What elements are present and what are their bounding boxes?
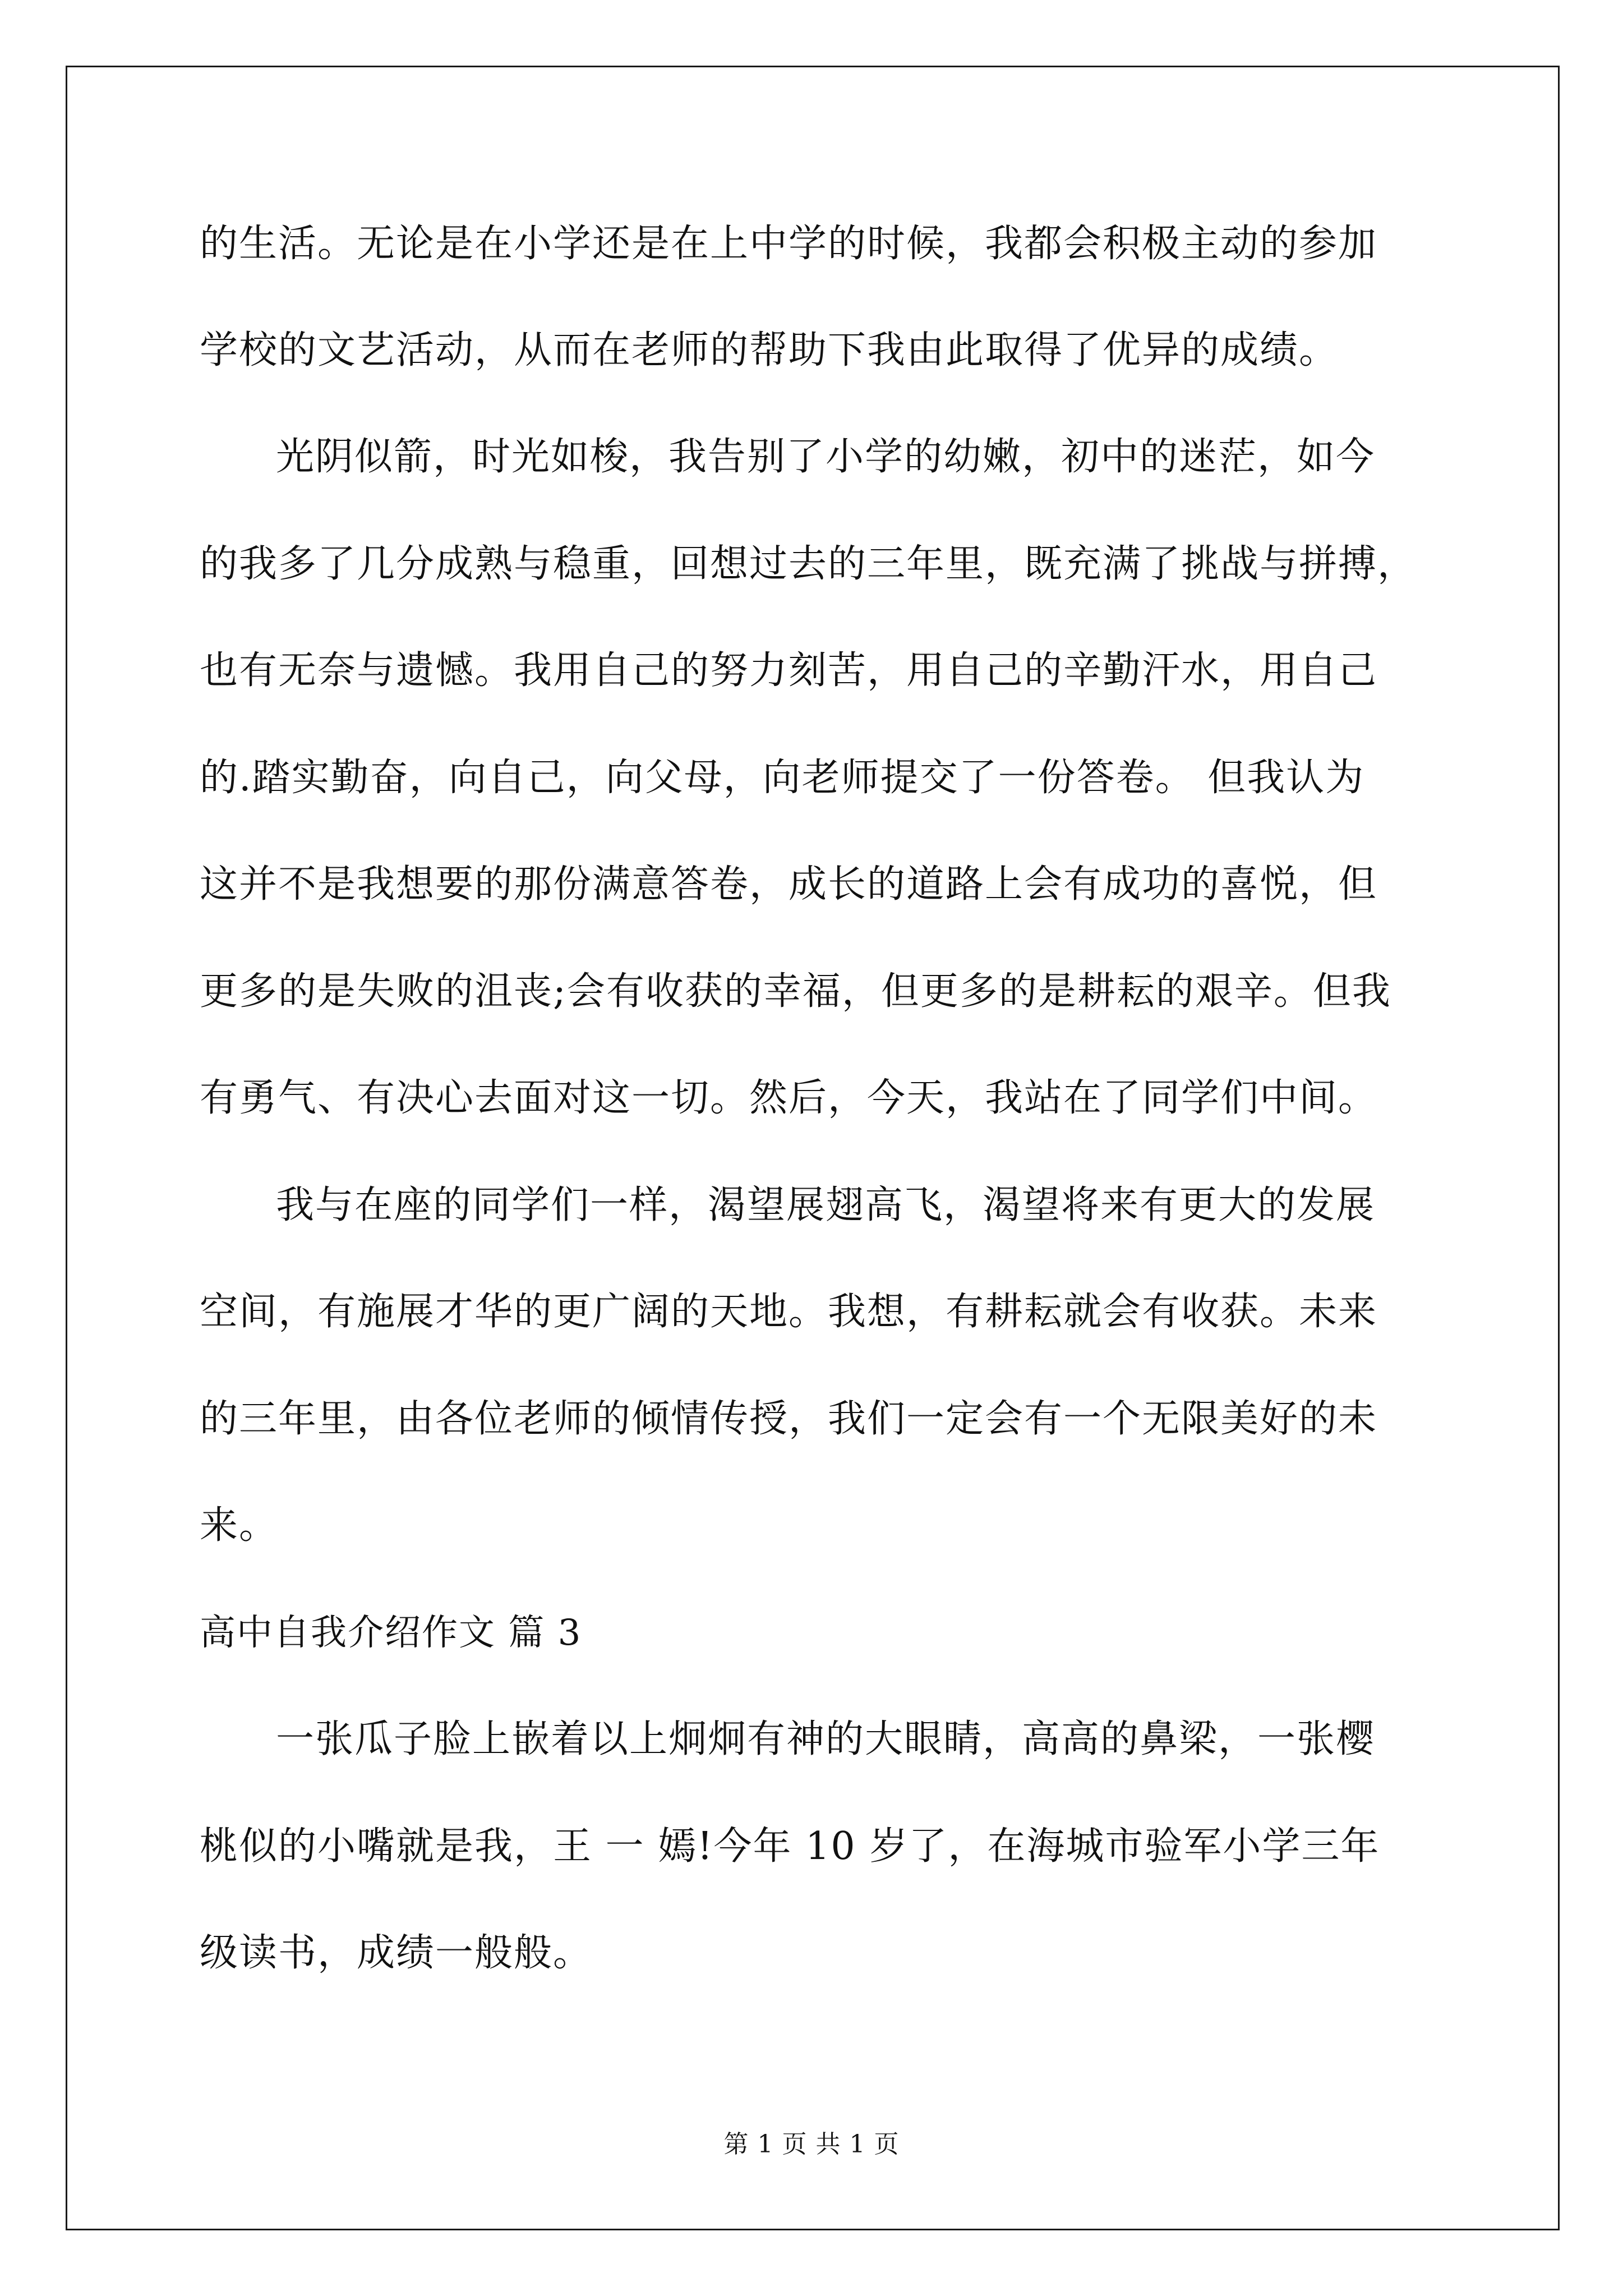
- text-line: 我与在座的同学们一样，渴望展翅高飞，渴望将来有更大的发展: [276, 1183, 1376, 1227]
- text-line: 这并不是我想要的那份满意答卷，成长的道路上会有成功的喜悦，但: [200, 862, 1378, 907]
- text-line: 有勇气、有决心去面对这一切。然后，今天，我站在了同学们中间。: [200, 1076, 1378, 1120]
- page-border: [66, 66, 1560, 2230]
- text-line: 也有无奈与遗憾。我用自己的努力刻苦，用自己的辛勤汗水，用自己: [200, 648, 1378, 693]
- page-number-footer: 第 1 页 共 1 页: [723, 2130, 900, 2159]
- text-line: 学校的文艺活动，从而在老师的帮助下我由此取得了优异的成绩。: [200, 328, 1339, 372]
- text-line: 的三年里，由各位老师的倾情传授，我们一定会有一个无限美好的未: [200, 1397, 1378, 1441]
- text-line: 光阴似箭，时光如梭，我告别了小学的幼嫩，初中的迷茫，如今: [276, 435, 1376, 479]
- section-heading: 高中自我介绍作文 篇 3: [200, 1612, 582, 1654]
- text-line: 桃似的小嘴就是我，王 一 嫣!今年 10 岁了，在海城市验军小学三年: [200, 1824, 1380, 1869]
- text-line: 级读书，成绩一般般。: [200, 1931, 593, 1975]
- text-line: 的.踏实勤奋，向自己，向父母，向老师提交了一份答卷。 但我认为: [200, 756, 1365, 800]
- text-line: 的我多了几分成熟与稳重，回想过去的三年里，既充满了挑战与拼搏，: [200, 542, 1417, 586]
- text-line: 来。: [200, 1503, 279, 1548]
- text-line: 一张瓜子脸上嵌着以上炯炯有神的大眼睛，高高的鼻梁，一张樱: [276, 1717, 1376, 1761]
- text-line: 更多的是失败的沮丧;会有收获的幸福，但更多的是耕耘的艰辛。但我: [200, 969, 1391, 1014]
- text-line: 的生活。无论是在小学还是在上中学的时候，我都会积极主动的参加: [200, 222, 1378, 266]
- text-line: 空间，有施展才华的更广阔的天地。我想，有耕耘就会有收获。未来: [200, 1290, 1378, 1334]
